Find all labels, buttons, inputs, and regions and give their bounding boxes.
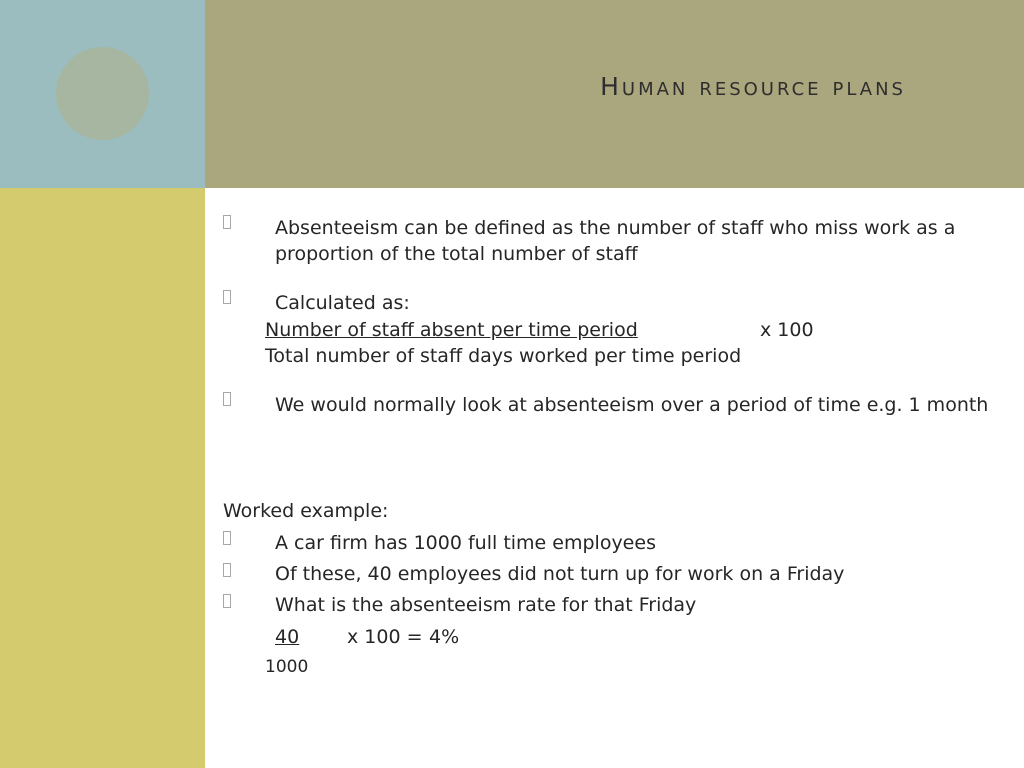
calc-result: 4% (429, 626, 460, 648)
formula-denominator: Total number of staff days worked per time period (265, 345, 742, 367)
bullet-icon (223, 530, 235, 546)
bullet-icon (223, 289, 235, 305)
decor-circle (56, 47, 149, 140)
bullet-absenteeism-definition: Absenteeism can be defined as the number of staff who miss work as a proportion of the total number of staff (275, 217, 956, 265)
example-bullet-3: What is the absenteeism rate for that Friday (275, 594, 697, 616)
formula-multiplier: x 100 (760, 319, 814, 341)
bullet-icon (223, 214, 235, 230)
calc-denominator: 1000 (265, 657, 309, 677)
worked-example-heading: Worked example: (223, 500, 389, 522)
bullet-icon (223, 593, 235, 609)
decor-top-left-panel (0, 0, 205, 188)
example-bullet-2: Of these, 40 employees did not turn up for work on a Friday (275, 563, 845, 585)
bullet-icon (223, 391, 235, 407)
bullet-calculated-as: Calculated as: (275, 292, 410, 314)
decor-left-sidebar (0, 188, 205, 768)
bullet-time-period: We would normally look at absenteeism over a period of time e.g. 1 month (275, 394, 989, 416)
slide-title: Human resource plans (600, 72, 906, 101)
slide-content (205, 188, 1024, 768)
calc-numerator: 40 (275, 626, 300, 648)
example-bullet-1: A car firm has 1000 full time employees (275, 532, 656, 554)
bullet-icon (223, 562, 235, 578)
calc-multiplier: x 100 = (347, 626, 423, 648)
header-band (205, 0, 1024, 188)
formula-numerator: Number of staff absent per time period (265, 319, 638, 341)
